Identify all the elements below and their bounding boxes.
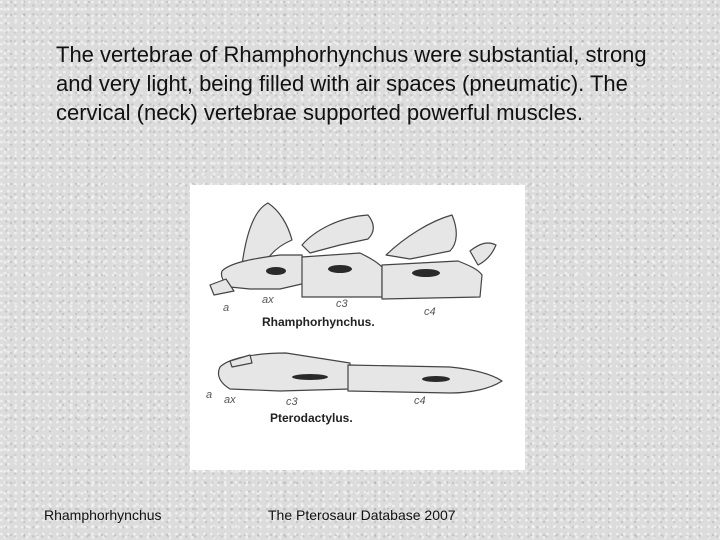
footer-left-text: Rhamphorhynchus <box>44 507 162 523</box>
slide-body-text: The vertebrae of Rhamphorhynchus were substantial, strong and very light, being filled with air spaces (pneumatic). The cervical (neck) vertebrae supported powerful muscles. <box>56 42 647 125</box>
top-label-ax: ax <box>262 294 274 306</box>
rhamphorhynchus-vertebrae <box>210 203 496 299</box>
vertebrae-illustration <box>190 185 525 470</box>
bottom-label-c4: c4 <box>414 395 426 407</box>
top-species-label: Rhamphorhynchus. <box>262 315 375 329</box>
bottom-label-a: a <box>206 389 213 401</box>
footer-center-text: The Pterosaur Database 2007 <box>268 507 456 523</box>
top-label-c3: c3 <box>336 298 348 310</box>
top-label-c4: c4 <box>424 306 436 318</box>
vertebrae-drawing <box>190 185 525 470</box>
bottom-label-c3: c3 <box>286 396 298 408</box>
bottom-species-label: Pterodactylus. <box>270 411 353 425</box>
bottom-label-ax: ax <box>224 394 236 406</box>
top-label-a: a <box>223 302 230 314</box>
pterodactylus-vertebrae <box>218 353 502 393</box>
